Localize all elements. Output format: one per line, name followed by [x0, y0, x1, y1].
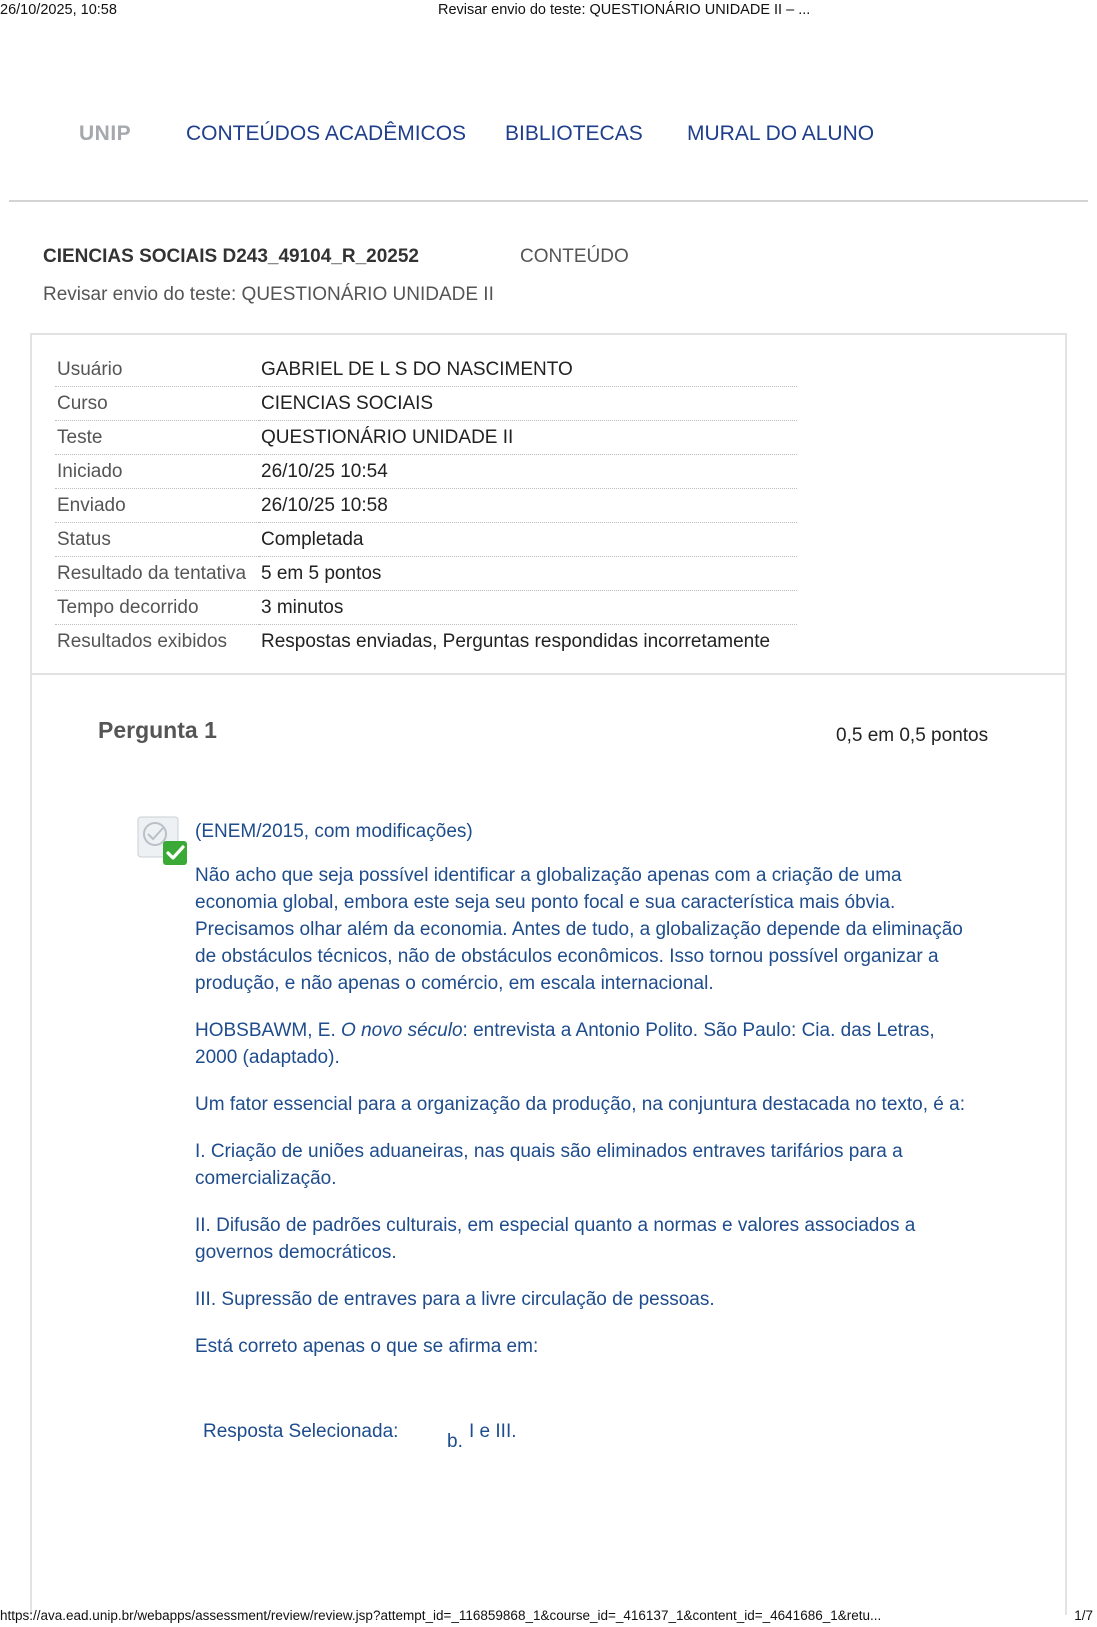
statement-ii: II. Difusão de padrões culturais, em especial quanto a normas e valores associados a governos democráticos. [195, 1215, 916, 1263]
summary-row-resultado [55, 557, 797, 591]
summary-label: Iniciado [55, 455, 259, 489]
citation-book-title: O novo século [341, 1020, 463, 1041]
summary-row-resultados-exibidos [55, 625, 797, 659]
breadcrumb-content[interactable]: CONTEÚDO [520, 246, 629, 267]
summary-value: 26/10/25 10:54 [259, 455, 797, 489]
print-header [0, 2, 1097, 22]
summary-value: Completada [259, 523, 797, 557]
question-quote: Não acho que seja possível identificar a globalização apenas com a criação de uma economia global, embora este seja seu ponto focal e sua característica mais óbvia. Precisamos olhar além da economia. Antes de tudo, a globalização depende da eliminação de obstáculos técnicos, não de obstáculos econômicos. Isso tornou possível organizar a produção, e não apenas o comércio, em escala internacional. [195, 865, 963, 994]
print-url: https://ava.ead.unip.br/webapps/assessment/review/review.jsp?attempt_id=_116859868_1&course_id=_416137_1&content_id=_4641686_1&retu... [0, 1608, 882, 1623]
nav-conteudos-academicos[interactable]: CONTEÚDOS ACADÊMICOS [186, 122, 467, 145]
nav-mural-do-aluno[interactable]: MURAL DO ALUNO [687, 122, 875, 145]
summary-value: Respostas enviadas, Perguntas respondidas incorretamente [261, 630, 771, 652]
summary-row-status [55, 523, 797, 557]
citation-author: HOBSBAWM, E. [195, 1020, 342, 1041]
summary-value: 26/10/25 10:58 [259, 489, 797, 523]
nav-divider [9, 200, 1088, 202]
breadcrumb [43, 246, 629, 268]
print-page-number: 1/7 [1074, 1608, 1093, 1623]
top-navigation [0, 122, 1097, 154]
statement-iii: III. Supressão de entraves para a livre circulação de pessoas. [195, 1289, 715, 1310]
nav-bibliotecas[interactable]: BIBLIOTECAS [505, 122, 643, 145]
question-points: 0,5 em 0,5 pontos [836, 725, 989, 746]
selected-answer-text: I e III. [469, 1421, 517, 1442]
summary-label: Resultados exibidos [57, 630, 228, 652]
summary-label: Resultado da tentativa [55, 557, 259, 591]
summary-value: 3 minutos [259, 591, 797, 625]
summary-label: Curso [55, 387, 259, 421]
question-body [195, 818, 970, 1380]
question-title: Pergunta 1 [98, 717, 217, 743]
summary-label: Usuário [55, 353, 259, 387]
attempt-summary [30, 333, 1067, 675]
summary-label: Enviado [55, 489, 259, 523]
summary-value: 5 em 5 pontos [259, 557, 797, 591]
nav-brand-unip[interactable]: UNIP [79, 122, 132, 145]
question-citation [195, 1017, 970, 1071]
correct-check-icon [137, 816, 189, 866]
summary-label: Tempo decorrido [55, 591, 259, 625]
question-prompt: Um fator essencial para a organização da produção, na conjuntura destacada no texto, é a: [195, 1094, 965, 1115]
breadcrumb-course[interactable]: CIENCIAS SOCIAIS D243_49104_R_20252 [43, 246, 419, 267]
statement-i: I. Criação de uniões aduaneiras, nas quais são eliminados entraves tarifários para a comercialização. [195, 1141, 903, 1189]
summary-row-curso [55, 387, 797, 421]
summary-row-iniciado [55, 455, 797, 489]
question-instruction: Está correto apenas o que se afirma em: [195, 1336, 539, 1357]
print-document-title: Revisar envio do teste: QUESTIONÁRIO UNIDADE II – ... [438, 2, 811, 18]
page-title: Revisar envio do teste: QUESTIONÁRIO UNIDADE II [43, 284, 494, 305]
summary-label: Status [55, 523, 259, 557]
print-date: 26/10/2025, 10:58 [0, 2, 117, 18]
summary-label: Teste [55, 421, 259, 455]
summary-row-enviado [55, 489, 797, 523]
citation-details: : entrevista a Antonio Polito. São Paulo: Cia. das Letras, 2000 (adaptado). [195, 1020, 935, 1068]
print-footer [0, 1608, 1097, 1626]
summary-value: QUESTIONÁRIO UNIDADE II [259, 421, 797, 455]
summary-value: CIENCIAS SOCIAIS [259, 387, 797, 421]
summary-table [55, 353, 797, 658]
summary-row-tempo [55, 591, 797, 625]
question-source: (ENEM/2015, com modificações) [195, 821, 473, 842]
summary-value: GABRIEL DE L S DO NASCIMENTO [259, 353, 797, 387]
selected-answer-label: Resposta Selecionada: [203, 1421, 399, 1442]
summary-row-usuario [55, 353, 797, 387]
selected-answer-letter: b. [447, 1431, 463, 1452]
summary-row-teste [55, 421, 797, 455]
